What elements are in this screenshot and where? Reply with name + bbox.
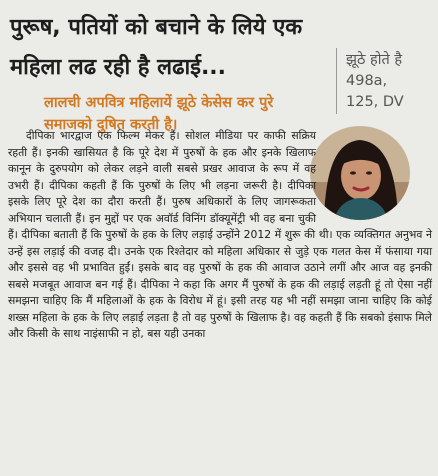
article-paragraph: दीपिका भारद्वाज एक फिल्म मेकर हैं। सोशल मीडिया पर काफी सक्रिय रहती हैं। इनकी खासियत है कि पूरे देश में पुरुषों के हक और इनके खिलाफ कानून के दुरुपयोग को लेकर लड़ने वाली सबसे प्रखर आवाज के रूप में वह उभरी हैं। दीपिका कहती हैं कि पुरुषों के लिए भी लड़ना जरूरी है। दीपिका इसके लिए पूरे देश का दौरा करती हैं। पुरुष अधिकारों के लिए जागरूकता अभियान चलाती हैं। इन मुद्दों पर एक अवॉर्ड विनिंग डॉक्यूमेंट्री भी वह बना चुकी हैं। दीपिका बताती हैं कि पुरुषों के हक के लिए लड़ाई उन्होंने 2012 में शुरू की थी। एक व्यक्तिगत अनुभव ने उन्हें इस लड़ाई की वजह दी। उनके एक रिश्तेदार को महिला अधिकार से जुड़े एक गलत केस में फंसाया गया और इससे वह भी प्रभावित हुईं। इसके बाद वह पुरुषों के हक की आवाज उठाने लगीं और आज वह इनकी सबसे मजबूत आवाज बन गई हैं। दीपिका ने कहा कि अगर मैं पुरुषों के हक की लड़ाई लड़ती हूं तो ऐसा नहीं समझना चाहिए कि मैं महिलाओं के हक के विरोध में हूं। इसी तरह यह भी नहीं समझा जाना चाहिए कि कोई शख्स महिला के हक के लिए लड़ाई लड़ता है तो वह पुरुषों के खिलाफ है। वह कहती हैं कि सबको इंसाफ मिले और किसी के साथ नाइंसाफी न हो, बस यही उनका: [8, 129, 432, 340]
article-body: [8, 128, 432, 343]
headline: पुरूष, पतियों को बचाने के लिये एक महिला लढ रही है लढाई...: [10, 15, 303, 80]
subheadline: लालची अपवित्र महिलायें झूठे केसेस कर पुरे समाजको दुषित करती है।: [44, 95, 274, 133]
side-note-line-2: 498a,: [346, 73, 388, 89]
side-note-line-3: 125, DV: [346, 94, 404, 110]
side-note: [346, 50, 432, 113]
side-note-line-1: झूठे होते है: [346, 52, 403, 68]
side-note-divider: [336, 48, 337, 114]
